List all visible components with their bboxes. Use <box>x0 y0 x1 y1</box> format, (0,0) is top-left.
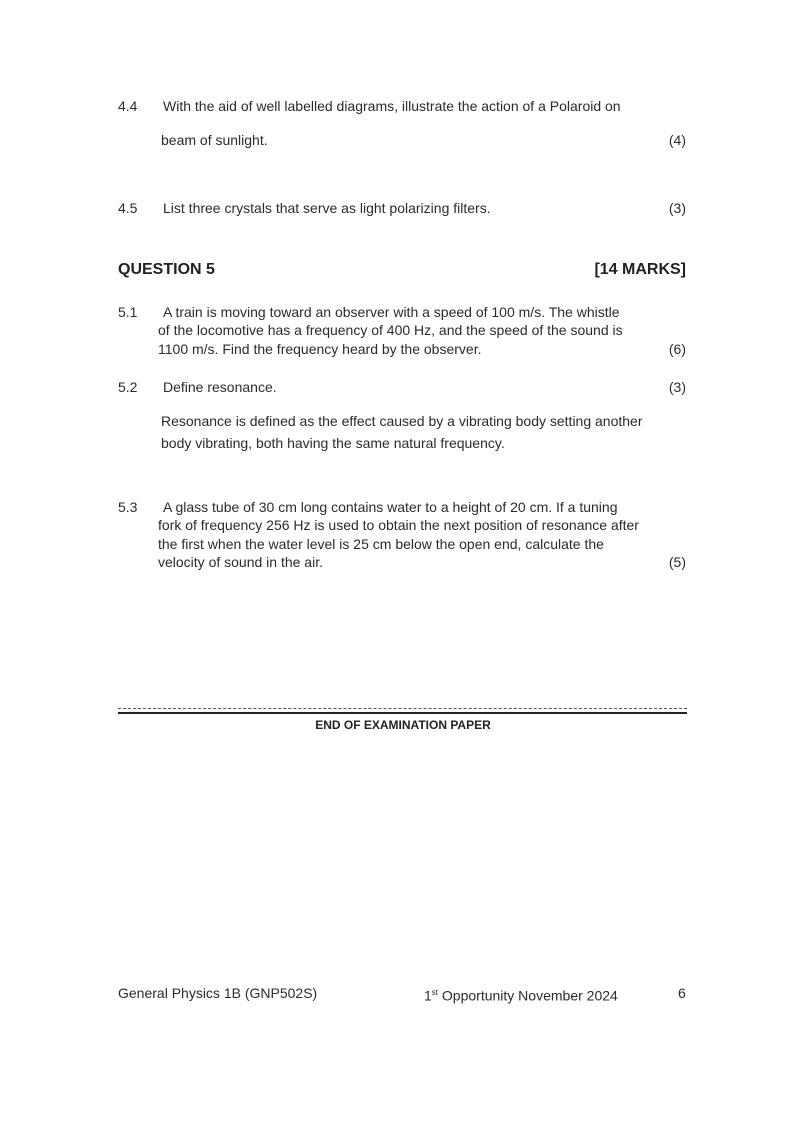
end-of-paper: END OF EXAMINATION PAPER <box>315 718 491 732</box>
question-number: 5.2 <box>118 379 138 395</box>
section-marks: [14 MARKS] <box>594 261 686 278</box>
question-text: beam of sunlight. <box>161 132 268 148</box>
marks: (3) <box>668 200 686 216</box>
question-text: fork of frequency 256 Hz is used to obtain the next position of resonance after <box>158 517 639 533</box>
opportunity-text: Opportunity November 2024 <box>438 987 618 1004</box>
dashed-divider <box>118 708 687 709</box>
question-text: of the locomotive has a frequency of 400 Hz, and the speed of the sound is <box>158 322 623 338</box>
opportunity-suffix: st <box>431 988 439 997</box>
solid-divider <box>118 712 687 714</box>
page-number: 6 <box>678 985 686 1001</box>
question-text: velocity of sound in the air. <box>158 554 323 570</box>
question-number: 5.1 <box>118 304 138 320</box>
question-text: the first when the water level is 25 cm below the open end, calculate the <box>158 536 604 552</box>
question-text: List three crystals that serve as light polarizing filters. <box>163 200 491 216</box>
question-text: Define resonance. <box>163 379 277 395</box>
section-title: QUESTION 5 <box>118 261 215 278</box>
marks: (4) <box>668 132 686 148</box>
marks: (3) <box>668 379 686 395</box>
question-number: 5.3 <box>118 499 138 515</box>
question-text: A train is moving toward an observer with a speed of 100 m/s. The whistle <box>163 304 620 320</box>
question-number: 4.4 <box>118 98 138 114</box>
question-number: 4.5 <box>118 200 138 216</box>
answer-text: Resonance is defined as the effect caused by a vibrating body setting another <box>161 413 643 429</box>
question-text: With the aid of well labelled diagrams, illustrate the action of a Polaroid on <box>163 98 621 114</box>
answer-text: body vibrating, both having the same natural frequency. <box>161 435 505 451</box>
footer-opportunity <box>424 984 618 1005</box>
footer-course: General Physics 1B (GNP502S) <box>118 985 318 1001</box>
marks: (5) <box>668 554 686 570</box>
opportunity-number: 1 <box>424 987 432 1004</box>
question-text: A glass tube of 30 cm long contains water to a height of 20 cm. If a tuning <box>163 499 618 515</box>
marks: (6) <box>668 341 686 357</box>
question-text: 1100 m/s. Find the frequency heard by the observer. <box>158 341 482 357</box>
